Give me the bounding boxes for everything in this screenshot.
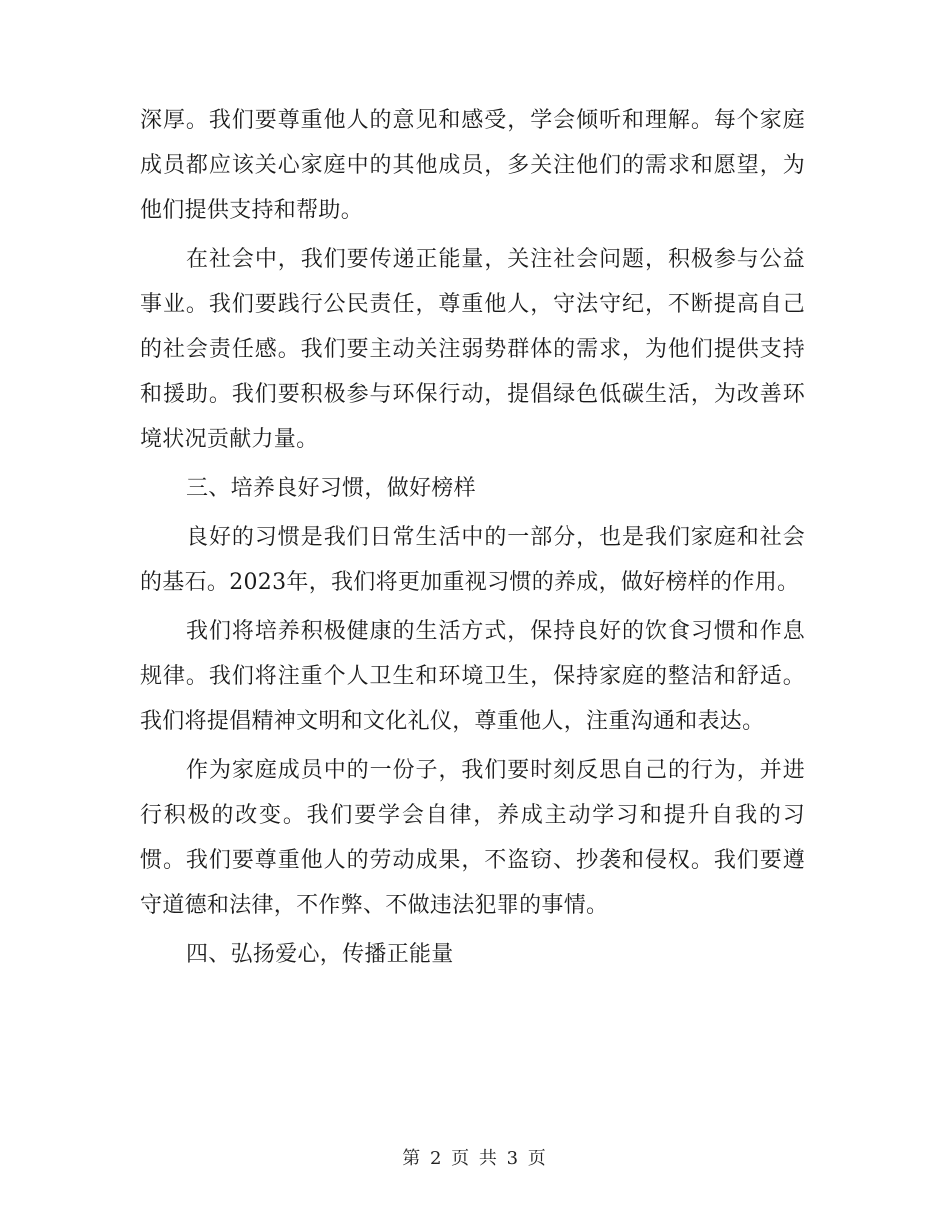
paragraph-habits-intro: 良好的习惯是我们日常生活中的一部分，也是我们家庭和社会的基石。2023年，我们将更加重视习惯的养成，做好榜样的作用。 [140,525,805,595]
paragraph-family-respect: 深厚。我们要尊重他人的意见和感受，学会倾听和理解。每个家庭成员都应该关心家庭中的其他成员，多关注他们的需求和愿望，为他们提供支持和帮助。 [140,108,805,223]
page-number-footer: 第 2 页 共 3 页 [402,1148,548,1169]
paragraph-society: 在社会中，我们要传递正能量，关注社会问题，积极参与公益事业。我们要践行公民责任，尊重他人，守法守纪，不断提高自己的社会责任感。我们要主动关注弱势群体的需求，为他们提供支持和援助。我们要积极参与环保行动，提倡绿色低碳生活，为改善环境状况贡献力量。 [140,247,805,452]
document-body [140,98,805,981]
section-heading-habits: 三、培养良好习惯，做好榜样 [186,476,476,501]
section-heading-kindness: 四、弘扬爱心，传播正能量 [186,942,454,967]
paragraph-self-reflection: 作为家庭成员中的一份子，我们要时刻反思自己的行为，并进行积极的改变。我们要学会自律，养成主动学习和提升自我的习惯。我们要尊重他人的劳动成果，不盗窃、抄袭和侵权。我们要遵守道德和法律，不作弊、不做违法犯罪的事情。 [140,758,805,918]
paragraph-healthy-lifestyle: 我们将培养积极健康的生活方式，保持良好的饮食习惯和作息规律。我们将注重个人卫生和环境卫生，保持家庭的整洁和舒适。我们将提倡精神文明和文化礼仪，尊重他人，注重沟通和表达。 [140,619,805,734]
